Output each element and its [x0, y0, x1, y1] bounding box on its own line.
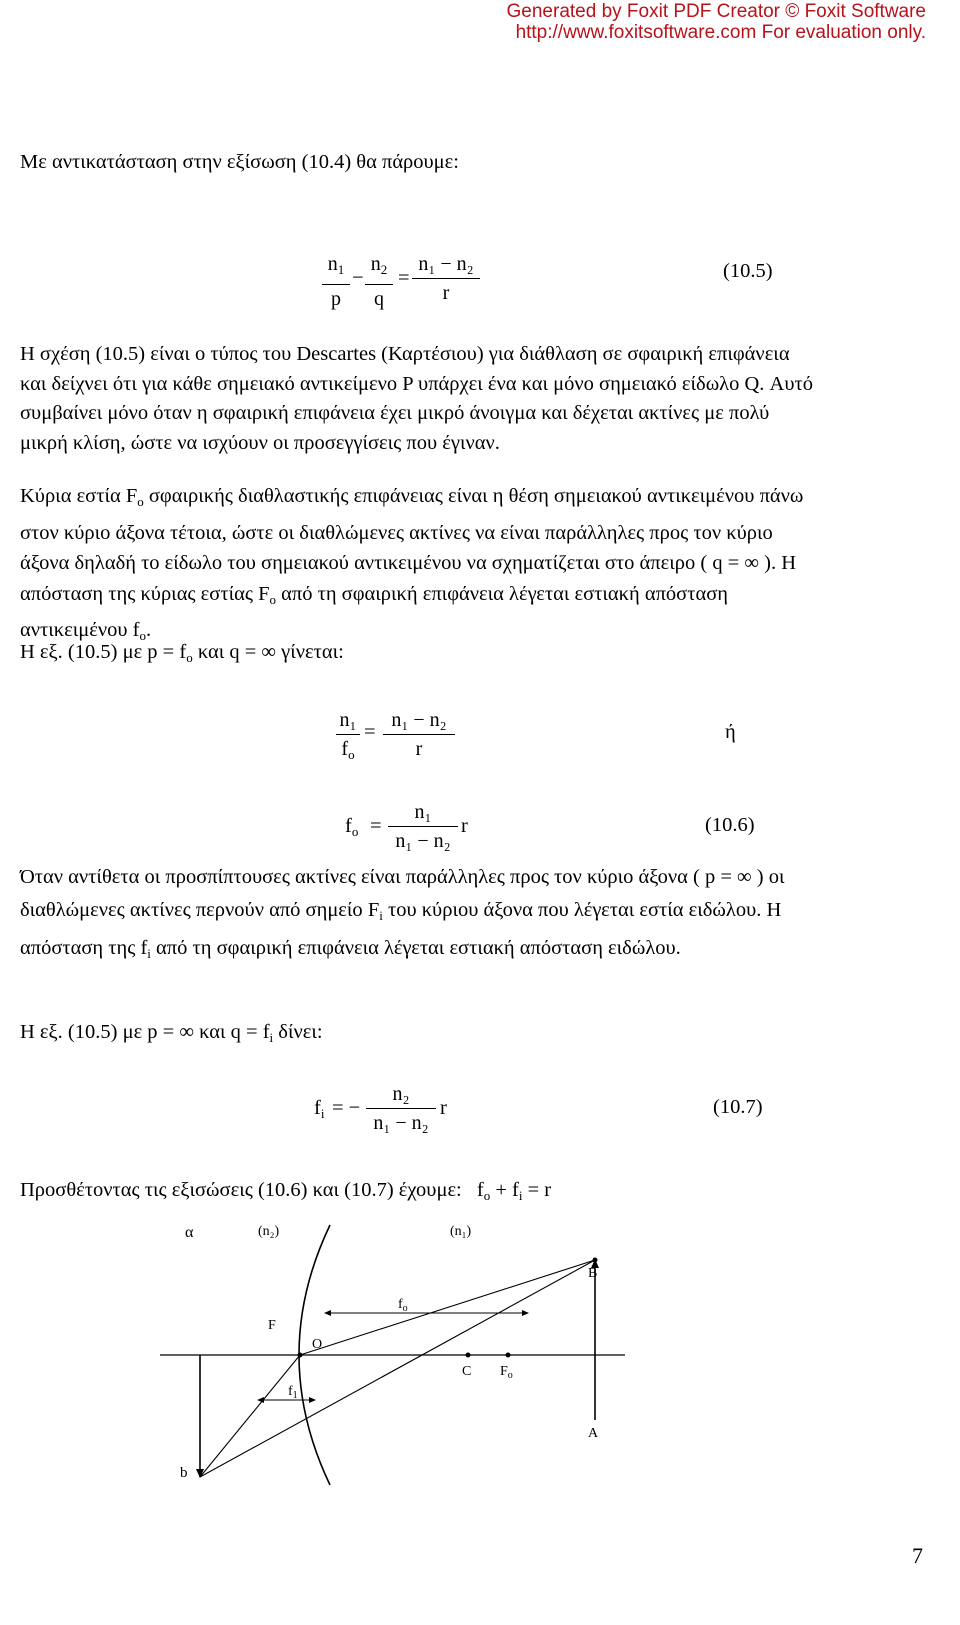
eqA-frac1	[336, 708, 360, 767]
eqA-den-sub: o	[348, 747, 355, 762]
ray-through-center	[200, 1260, 598, 1477]
watermark-line-2: http://www.foxitsoftware.com For evaluation only.	[515, 22, 926, 43]
eq105-frac2	[365, 252, 393, 311]
eq-intro-1-sub: o	[186, 650, 193, 665]
eq-intro-1-text: Η εξ. (10.5) με p = f	[20, 641, 187, 663]
page-number: 7	[912, 1543, 923, 1568]
refraction-figure	[150, 1215, 630, 1495]
label-n2: (n₂)	[258, 1224, 280, 1239]
eq105-n1: n	[327, 253, 338, 275]
para2-text-d: .	[145, 619, 152, 641]
eq106-label: (10.6)	[705, 814, 755, 836]
para2-text-a: Κύρια εστία	[20, 485, 126, 507]
eq105-p: p	[331, 288, 341, 310]
label-fo: $f_o$	[398, 1297, 408, 1314]
eq105-n2: n	[370, 253, 381, 275]
para3-fi: f	[140, 937, 148, 959]
eq107-equals: = −	[332, 1097, 361, 1119]
eq107-r: r	[440, 1097, 447, 1119]
eqA-den2: r	[415, 738, 423, 760]
para2-Fo-sub: o	[137, 494, 144, 509]
point-F	[298, 1353, 303, 1358]
eq105-frac1	[322, 252, 350, 311]
label-A: A	[588, 1426, 599, 1441]
eq107-lhs-sub: i	[320, 1106, 325, 1121]
point-C	[466, 1353, 471, 1358]
watermark-line-1: Generated by Foxit PDF Creator © Foxit Software	[506, 1, 926, 22]
label-B: B	[588, 1266, 598, 1281]
para3-text-b: του κύριου άξονα που λέγεται εστία ειδώλου. Η απόσταση της	[20, 898, 782, 959]
sum-line	[20, 1178, 551, 1208]
eq107-lhs: $f_i$	[314, 1097, 325, 1121]
eqA-num2: n₁ − n₂	[391, 709, 447, 731]
label-O: O	[312, 1337, 323, 1352]
paragraph-descartes: Η σχέση (10.5) είναι ο τύπος του Descartes (Καρτέσιου) για διάθλαση σε σφαιρική επιφάνεια και δείχνει ότι για κάθε σημειακό αντικείμενο P υπάρχει ένα και μόνο σημειακό είδωλο Q. Αυτό συμβαίνει μόνο όταν η σφαιρική επιφάνεια έχει μικρό άνοιγμα και δέχεται ακτίνες με πολύ μικρή κλίση, ώστε να ισχύουν οι προσεγγίσεις που έγιναν.	[20, 343, 813, 454]
paragraph-image-focus	[20, 861, 820, 971]
para2-fo: f	[132, 619, 140, 641]
para3-fi-sub: i	[147, 946, 151, 961]
para3-text-c: από τη σφαιρική επιφάνεια λέγεται εστιακή απόσταση ειδώλου.	[150, 937, 681, 959]
eq105-num: n₁ − n₂	[418, 253, 474, 275]
eq-intro-2-tail: δίνει:	[273, 1021, 323, 1043]
para2-Fo-2: F	[258, 582, 270, 605]
para3-Fi: F	[367, 898, 380, 921]
eq107-frac	[366, 1082, 436, 1135]
sum-line-text: Προσθέτοντας τις εξισώσεις (10.6) και (10.7) έχουμε:	[20, 1179, 462, 1201]
eq-intro-1	[20, 640, 344, 670]
eq-intro-2-sub: i	[269, 1030, 274, 1045]
para2-text-c: από τη σφαιρική επιφάνεια λέγεται εστιακή απόσταση αντικειμένου	[20, 582, 728, 641]
ray-refracted	[200, 1355, 300, 1477]
label-Fo: $F_o$	[500, 1364, 513, 1381]
intro-text: Με αντικατάσταση στην εξίσωση (10.4) θα πάρουμε:	[20, 151, 459, 173]
eq105-n2-sub: 2	[380, 262, 388, 277]
eq106-r: r	[461, 815, 468, 837]
para2-Fo-2-sub: o	[269, 591, 276, 607]
eqA-equals: =	[364, 721, 376, 743]
label-b: b	[180, 1465, 188, 1481]
eq106-equals: =	[370, 815, 382, 837]
para3-text-a: Όταν αντίθετα οι προσπίπτουσες ακτίνες είναι παράλληλες προς τον κύριο άξονα ( p = ∞ ) οι διαθλώμενες ακτίνες περνούν από σημείο	[20, 866, 785, 921]
label-alpha: α	[185, 1224, 194, 1241]
eq105-minus: −	[352, 267, 364, 289]
paragraph-object-focus	[20, 481, 820, 652]
label-C: C	[462, 1364, 472, 1379]
para2-Fo: F	[125, 485, 138, 507]
sum-equation: $f_o + f_i = r$	[476, 1179, 552, 1203]
eqA-num: n₁	[339, 709, 357, 731]
point-Fo	[506, 1353, 511, 1358]
eqA-den-f: f	[341, 738, 349, 760]
para2-fo-sub: o	[139, 628, 146, 643]
eq106-lhs-sub: o	[351, 824, 359, 839]
eq-intro-1-tail: και q = ∞ γίνεται:	[192, 641, 344, 663]
eq106-den: n₁ − n₂	[395, 830, 451, 852]
eq106-lhs: $f_o$	[345, 815, 359, 839]
eqA-frac2	[383, 708, 455, 761]
label-F: F	[268, 1318, 276, 1333]
eq105-n1-sub: 1	[337, 262, 345, 277]
eq-intro-2	[20, 1020, 323, 1050]
eq107-den: n₁ − n₂	[373, 1112, 429, 1134]
eq105-label: (10.5)	[723, 260, 773, 282]
point-B	[593, 1258, 598, 1263]
para2-text-b: σφαιρικής διαθλαστικής επιφάνειας είναι η θέση σημειακού αντικειμένου πάνω στον κύριο άξονα τέτοια, ώστε οι διαθλώμενες ακτίνες να είναι παράλληλες προς τον κύριο άξονα δηλαδή το είδωλο του σημειακού αντικειμένου να σχηματίζεται στο άπειρο ( q = ∞ ). Η απόσταση της κύριας εστίας	[20, 485, 804, 605]
eq-intro-2-text: Η εξ. (10.5) με p = ∞ και q = f	[20, 1021, 270, 1043]
eq107-label: (10.7)	[713, 1096, 763, 1118]
eq105-r: r	[442, 282, 450, 304]
label-n1: (n₁)	[450, 1224, 472, 1239]
eq105-q: q	[374, 288, 384, 310]
eq107-num: n₂	[392, 1083, 410, 1105]
eq106-num: n₁	[414, 801, 432, 823]
label-f1: $f_1$	[288, 1384, 298, 1401]
eq105-equals: =	[398, 267, 410, 289]
para3-Fi-sub: i	[379, 907, 383, 923]
eq105-frac3	[412, 252, 480, 305]
eqA-or: ή	[725, 721, 736, 743]
eq106-frac	[388, 800, 458, 853]
